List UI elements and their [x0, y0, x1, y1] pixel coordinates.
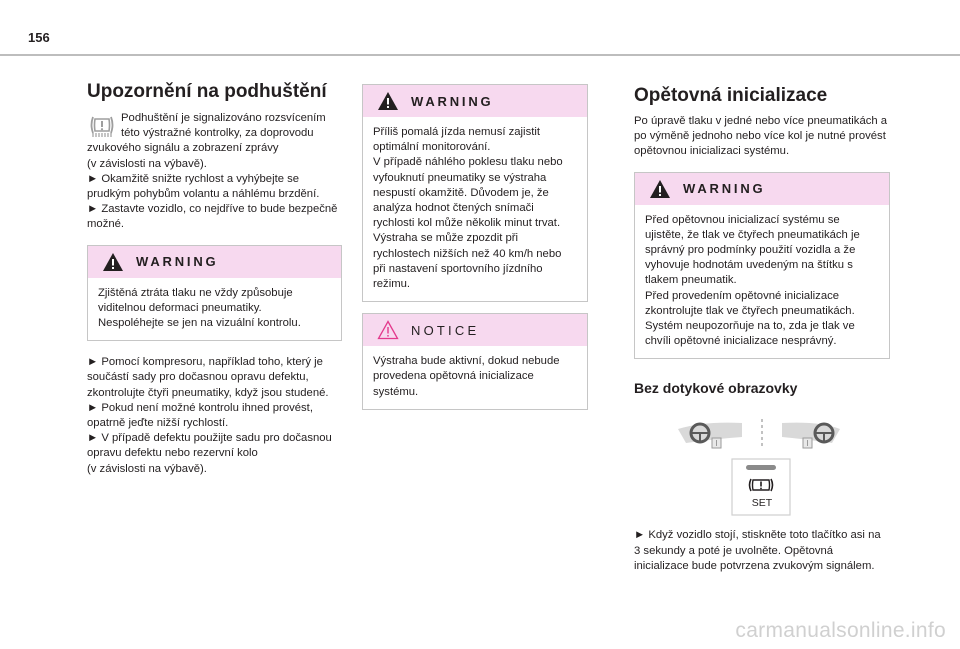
notice-text: Výstraha bude aktivní, dokud nebude provedena opětovná inicializace systému.: [373, 355, 560, 398]
warning-text: Příliš pomalá jízda nemusí zajistit optimální monitorování.: [373, 126, 541, 154]
section-heading-underinflation: Upozornění na podhuštění: [87, 81, 327, 102]
warning-text: Výstraha se může zpozdit při rychlostech nižších než 40 km/h nebo při nastavení sportovního jízdního režimu.: [373, 232, 562, 291]
warning-box: [362, 84, 588, 302]
column-middle: [362, 84, 588, 410]
section-heading-reinit: Opětovná inicializace: [634, 85, 828, 106]
warning-box: [87, 245, 342, 342]
instruction-line: (v závislosti na výbavě).: [87, 462, 207, 475]
notice-box: [362, 313, 588, 410]
warning-header: [88, 246, 341, 278]
column-right: [634, 80, 890, 574]
warning-title: WARNING: [683, 181, 766, 197]
instruction-line: ► V případě defektu použijte sadu pro dočasnou opravu defektu nebo rezervní kolo: [87, 432, 332, 460]
dashboard-illustration: [634, 411, 890, 516]
warning-header: [363, 85, 587, 117]
instruction-line: ► Zastavte vozidlo, co nejdříve to bude bezpečně možné.: [87, 203, 338, 231]
warning-triangle-icon: [102, 252, 124, 272]
header-divider: [0, 54, 960, 56]
instruction-line: (v závislosti na výbavě).: [87, 157, 207, 170]
warning-header: [635, 173, 889, 205]
instruction-line: ► Pomocí kompresoru, například toho, který je součástí sady pro dočasnou opravu defektu, zkontrolujte čtyři pneumatiky, když jsou studené.: [87, 356, 329, 399]
tire-pressure-warning-icon: [87, 111, 117, 139]
warning-title: WARNING: [411, 93, 494, 109]
instruction-line: ► Když vozidlo stojí, stiskněte toto tlačítko asi na 3 sekundy a poté je uvolněte. Opětovná inicializace bude potvrzena zvukovým signálem.: [634, 529, 881, 572]
notice-header: [363, 314, 587, 346]
intro-block: [87, 111, 342, 157]
after-instructions: [87, 355, 342, 477]
warning-text: Zjištěná ztráta tlaku ne vždy způsobuje viditelnou deformaci pneumatiky.: [98, 286, 293, 314]
warning-text: Před provedením opětovné inicializace zkontrolujte tlak ve čtyřech pneumatikách. Systém neupozorňuje na to, zda je tlak ve chvíli opětovné inicializace nesprávný.: [645, 289, 855, 348]
warning-text: Nespoléhejte se jen na vizuální kontrolu.: [98, 317, 301, 330]
warning-title: WARNING: [136, 254, 219, 270]
warning-triangle-icon: [649, 179, 671, 199]
instruction-line: ► Okamžitě snižte rychlost a vyhýbejte se prudkým pohybům volantu a náhlému brzdění.: [87, 172, 320, 201]
warning-text: Před opětovnou inicializací systému se ujistěte, že tlak ve čtyřech pneumatikách je správný pro podmínky použití vozidla a že vyhovuje hodnotám uvedeným na štítku s tlakem pneumatik.: [645, 213, 860, 287]
warning-box: [634, 172, 890, 360]
page-number: 156: [28, 30, 50, 45]
intro-text: Po úpravě tlaku v jedné nebo více pneumatikách a po výměně jednoho nebo více kol je nutné provést opětovnou inicializaci systému.: [634, 115, 888, 158]
column-left: [87, 80, 342, 477]
watermark: carmanualsonline.info: [735, 619, 946, 642]
instruction-line: ► Pokud není možné kontrolu ihned provést, opatrně jeďte nižší rychlostí.: [87, 401, 313, 430]
set-button-label[interactable]: SET: [751, 497, 773, 510]
notice-triangle-icon: [377, 320, 399, 340]
warning-triangle-icon: [377, 91, 399, 111]
intro-text: Podhuštění je signalizováno rozsvícením této výstražné kontrolky, za doprovodu zvukového signálu a zobrazení zprávy: [87, 112, 326, 155]
notice-title: NOTICE: [411, 322, 480, 338]
subheading-no-touchscreen: Bez dotykové obrazovky: [634, 380, 798, 397]
warning-text: V případě náhlého poklesu tlaku nebo vyfouknutí pneumatiky se výstraha nespustí okamžitě. Důvodem je, že analýza hodnot čtených snímači rychlosti kol může několik minut trvat.: [373, 156, 563, 230]
